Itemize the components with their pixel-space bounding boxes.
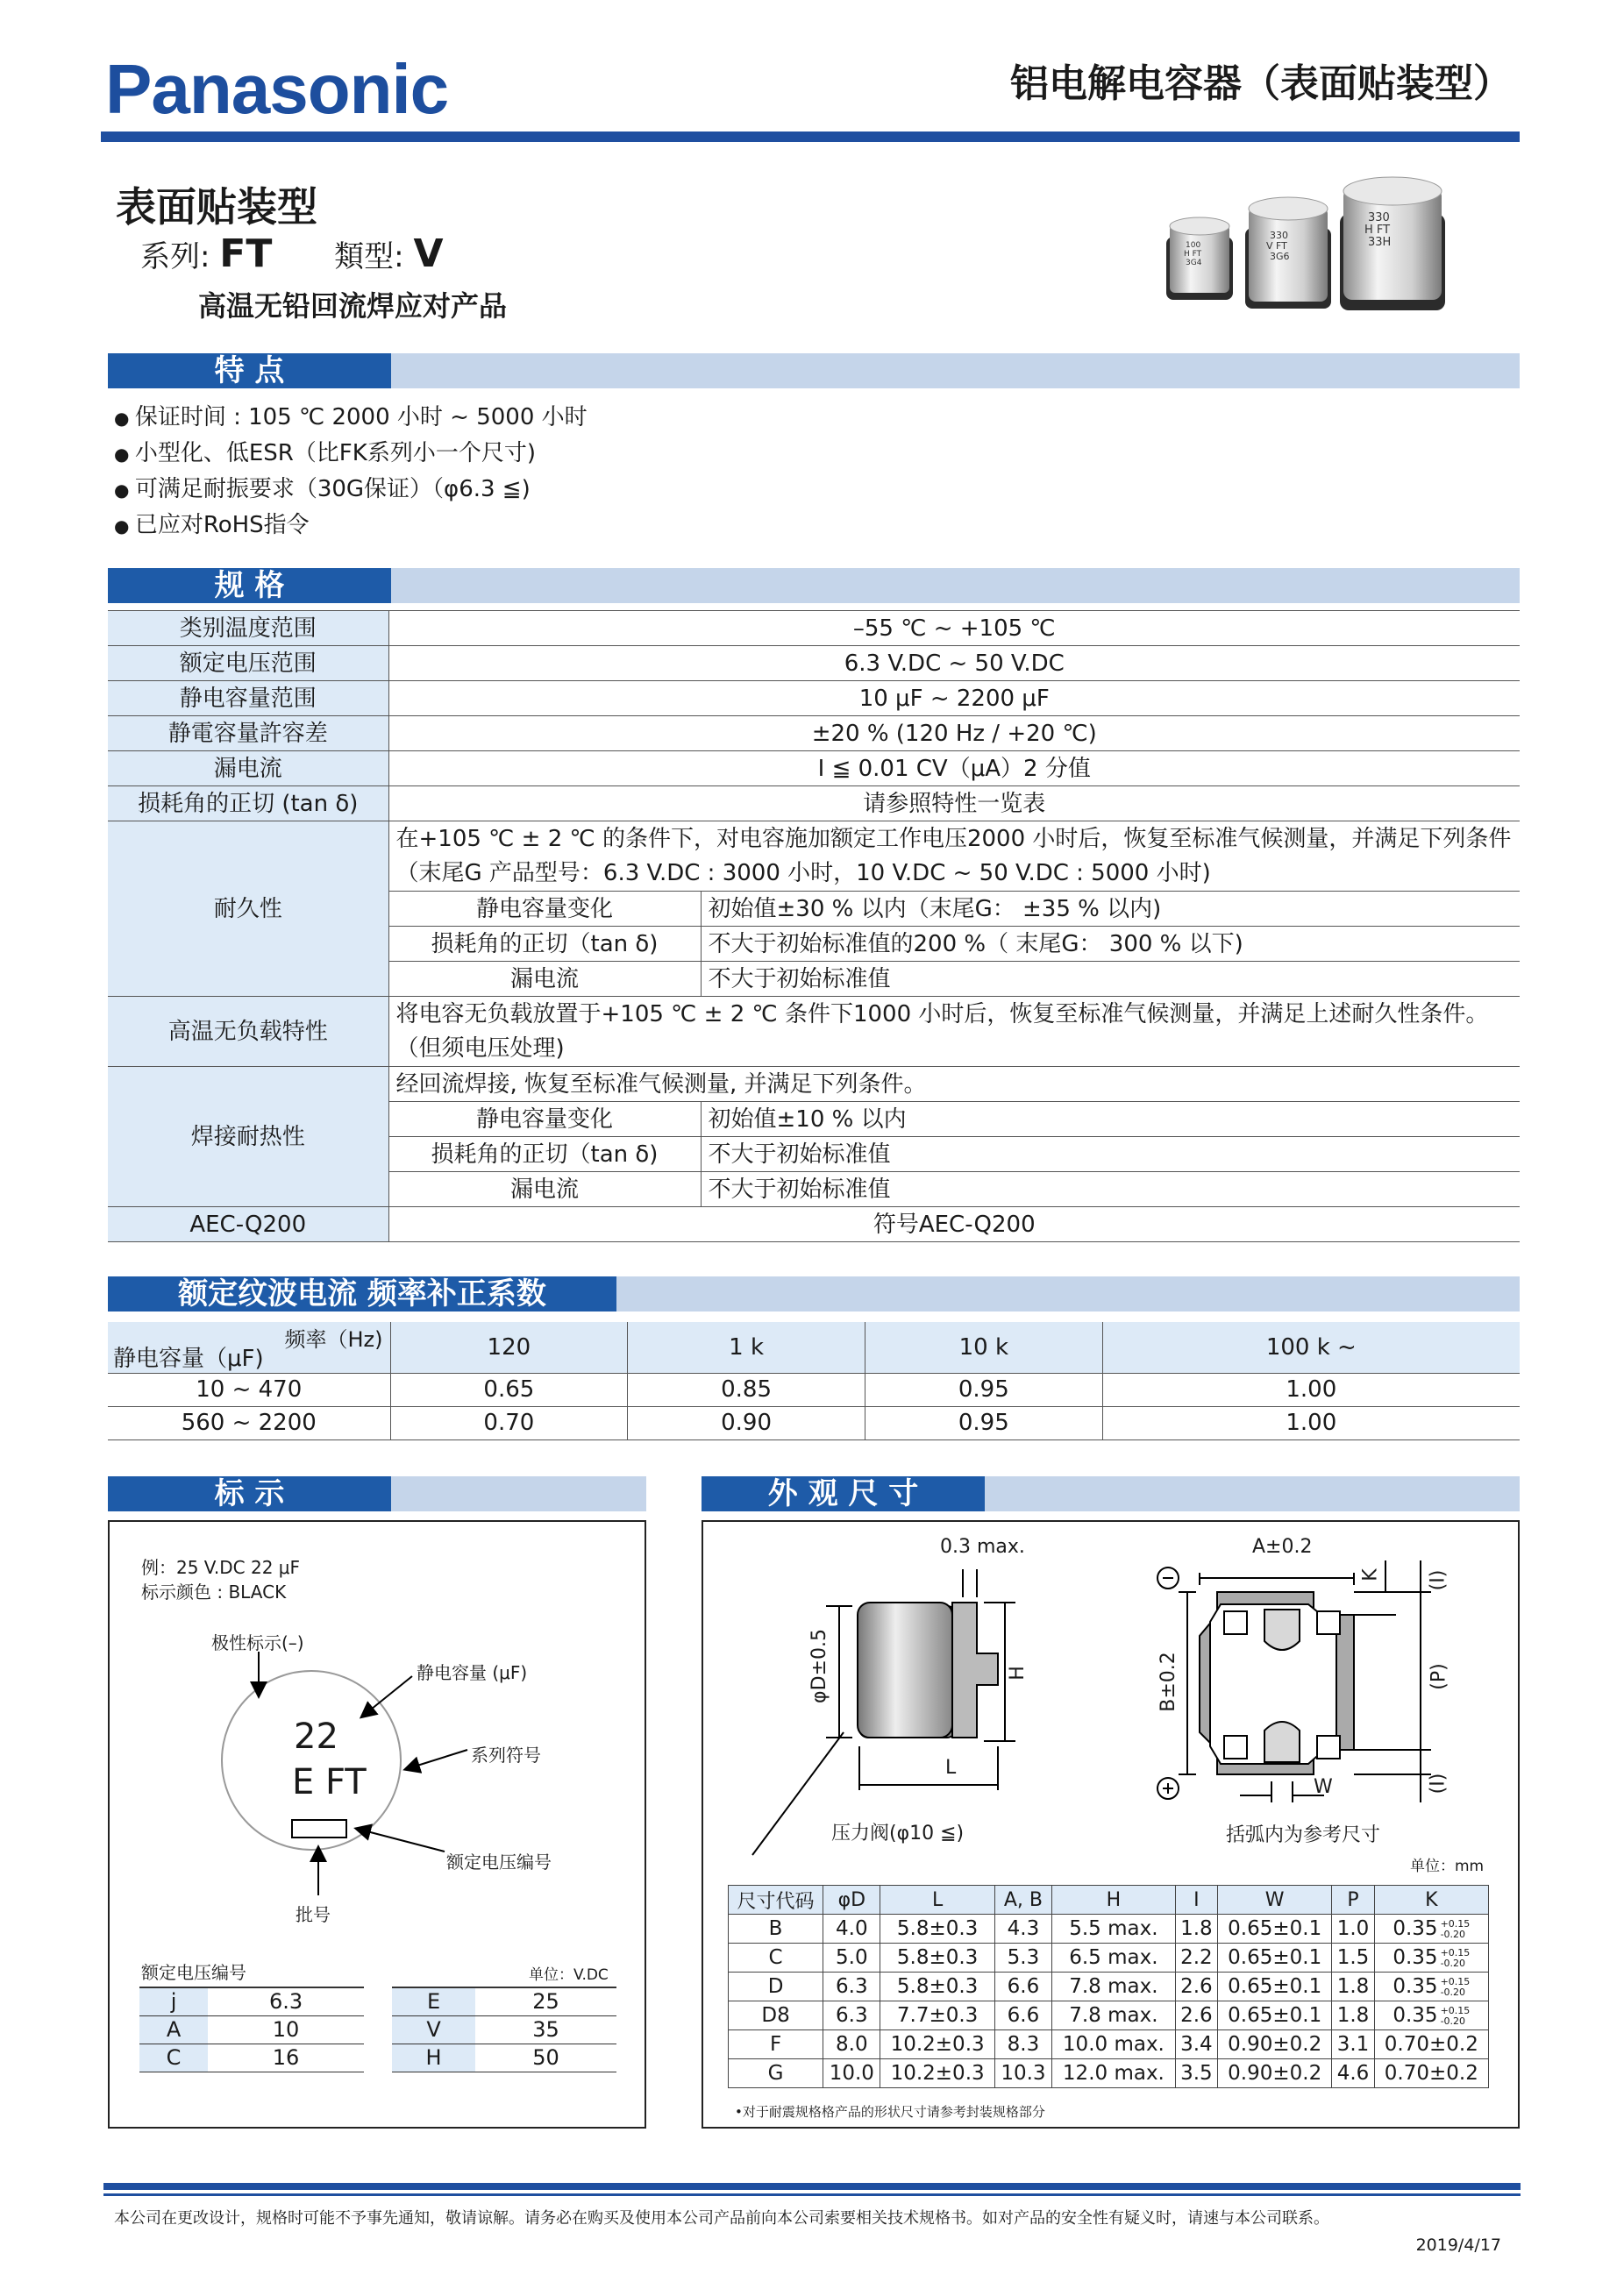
coef-cell: 0.95 xyxy=(865,1373,1102,1406)
table-cell: 0.65±0.1 xyxy=(1218,1915,1332,1944)
spec-value: I ≦ 0.01 CV（μA）2 分值 xyxy=(388,751,1520,786)
dim-label-I-top: (I) xyxy=(1427,1569,1449,1591)
spec-label: 漏电流 xyxy=(108,751,388,786)
col-header: 尺寸代码 xyxy=(729,1886,823,1915)
table-cell: 12.0 max. xyxy=(1052,2059,1176,2088)
product-photo xyxy=(1157,175,1526,316)
dim-label-P: (P) xyxy=(1428,1663,1450,1690)
freq-header: 100 k ~ xyxy=(1102,1322,1520,1373)
series-code-label: 系列符号 xyxy=(471,1745,541,1766)
table-cell: 5.8±0.3 xyxy=(880,1915,994,1944)
code-cell: C xyxy=(139,2044,208,2072)
table-cell: 10.0 max. xyxy=(1052,2030,1176,2059)
panasonic-logo: Panasonic xyxy=(105,50,449,128)
vent-label: 压力阀(φ10 ≦) xyxy=(831,1823,965,1845)
svg-text:330: 330 xyxy=(1368,211,1390,224)
ripple-header xyxy=(108,1276,1520,1311)
table-cell: C xyxy=(729,1944,823,1973)
spec-text: 在+105 ℃ ± 2 ℃ 的条件下，对电容施加额定工作电压2000 小时后，恢复至标准气候测量，并满足下列条件 xyxy=(388,821,1520,857)
polarity-label: 极性标示(–) xyxy=(211,1632,304,1653)
table-row xyxy=(729,1973,1489,2001)
spec-label: 静电容量范围 xyxy=(108,681,388,716)
type-label: 類型: xyxy=(334,239,404,274)
table-cell: 8.3 xyxy=(994,2030,1051,2059)
page-subtitle: 高温无铅回流焊应对产品 xyxy=(198,289,508,323)
dim-label-phiD: φD±0.5 xyxy=(808,1629,830,1703)
marking-title: 标 示 xyxy=(108,1476,391,1511)
spec-value: ±20 % (120 Hz / +20 ℃) xyxy=(388,716,1520,751)
svg-text:V FT: V FT xyxy=(1266,240,1287,252)
sub-label: 静电容量变化 xyxy=(388,1102,701,1137)
table-cell: 7.8 max. xyxy=(1052,1973,1176,2001)
code-cell: E xyxy=(392,1987,475,2015)
table-cell: 0.65±0.1 xyxy=(1218,2001,1332,2030)
table-cell: 0.70±0.2 xyxy=(1374,2030,1488,2059)
feature-item: ● 已应对RoHS指令 xyxy=(114,508,588,544)
table-cell: 0.65±0.1 xyxy=(1218,1973,1332,2001)
volt-cell: 50 xyxy=(475,2044,616,2072)
table-cell: 10.2±0.3 xyxy=(880,2030,994,2059)
spec-value: 请参照特性一览表 xyxy=(388,786,1520,821)
freq-axis-label: 频率（Hz) xyxy=(284,1327,383,1352)
col-header: H xyxy=(1052,1886,1176,1915)
sub-value: 初始值±10 % 以内 xyxy=(701,1102,1520,1137)
series-label: 系列: xyxy=(140,239,210,274)
dim-label-0.3max: 0.3 max. xyxy=(940,1536,1025,1558)
marking-header xyxy=(108,1476,646,1511)
marking-example: 例：25 V.DC 22 μF xyxy=(141,1557,301,1578)
code-cell: A xyxy=(139,2015,208,2044)
table-cell: 5.8±0.3 xyxy=(880,1973,994,2001)
lot-label: 批号 xyxy=(296,1904,331,1925)
feature-item: ● 保证时间 : 105 ℃ 2000 小时 ~ 5000 小时 xyxy=(114,400,588,436)
spec-label: 损耗角的正切 (tan δ) xyxy=(108,786,388,821)
dim-label-K: K xyxy=(1359,1568,1382,1582)
page-title: 表面贴装型 xyxy=(116,183,317,231)
freq-header: 120 xyxy=(390,1322,628,1373)
col-header: L xyxy=(880,1886,994,1915)
table-cell: 2.6 xyxy=(1175,1973,1217,2001)
table-cell: 7.7±0.3 xyxy=(880,2001,994,2030)
marking-box xyxy=(108,1520,646,2129)
table-cell: 3.4 xyxy=(1175,2030,1217,2059)
table-cell: 0.35 +0.15 -0.20 xyxy=(1374,2001,1488,2030)
table-cell: 10.2±0.3 xyxy=(880,2059,994,2088)
spec-label: 静電容量許容差 xyxy=(108,716,388,751)
sub-label: 损耗角的正切（tan δ) xyxy=(388,1137,701,1172)
code-unit: 单位：V.DC xyxy=(529,1966,609,1984)
document-title: 铝电解电容器（表面贴装型） xyxy=(1010,61,1512,106)
header-bar xyxy=(101,132,1520,142)
spec-value: 6.3 V.DC ~ 50 V.DC xyxy=(388,646,1520,681)
marking-series-text: E FT xyxy=(292,1762,367,1802)
table-cell: 1.8 xyxy=(1332,2001,1374,2030)
spec-text: （末尾G 产品型号：6.3 V.DC : 3000 小时，10 V.DC ~ 50 V.DC : 5000 小时) xyxy=(388,857,1520,892)
spec-label: 焊接耐热性 xyxy=(108,1067,388,1207)
cap-range: 560 ~ 2200 xyxy=(108,1406,390,1439)
footer-date: 2019/4/17 xyxy=(1415,2236,1501,2255)
features-title: 特 点 xyxy=(108,353,391,388)
col-header: A, B xyxy=(994,1886,1051,1915)
table-cell: 0.70±0.2 xyxy=(1374,2059,1488,2088)
reference-note: 括弧内为参考尺寸 xyxy=(1226,1824,1381,1846)
features-header xyxy=(108,353,1520,388)
spec-label: AEC-Q200 xyxy=(108,1207,388,1242)
spec-label: 耐久性 xyxy=(108,821,388,997)
sub-label: 漏电流 xyxy=(388,1172,701,1207)
svg-text:100: 100 xyxy=(1186,241,1201,250)
table-cell: 1.8 xyxy=(1175,1915,1217,1944)
table-cell: 6.6 xyxy=(994,2001,1051,2030)
coef-cell: 0.85 xyxy=(628,1373,865,1406)
sub-value: 不大于初始标准值 xyxy=(701,1172,1520,1207)
code-cell: H xyxy=(392,2044,475,2072)
table-cell: 1.0 xyxy=(1332,1915,1374,1944)
table-row xyxy=(729,2059,1489,2088)
table-cell: 6.6 xyxy=(994,1973,1051,2001)
freq-header: 10 k xyxy=(865,1322,1102,1373)
volt-cell: 6.3 xyxy=(208,1987,364,2015)
table-cell: 2.6 xyxy=(1175,2001,1217,2030)
table-cell: D xyxy=(729,1973,823,2001)
volt-cell: 25 xyxy=(475,1987,616,2015)
sub-label: 漏电流 xyxy=(388,962,701,997)
table-cell: 0.35 +0.15 -0.20 xyxy=(1374,1944,1488,1973)
voltage-code-table-right xyxy=(392,1987,616,2072)
table-cell: 0.35 +0.15 -0.20 xyxy=(1374,1915,1488,1944)
feature-item: ● 可满足耐振要求（30G保证）（φ6.3 ≦) xyxy=(114,472,588,508)
dimensions-header xyxy=(702,1476,1520,1511)
footer-bar-thin xyxy=(103,2193,1521,2196)
table-cell: 4.0 xyxy=(823,1915,880,1944)
table-row xyxy=(108,1373,1520,1406)
table-cell: 1.5 xyxy=(1332,1944,1374,1973)
cap-label: 静电容量 (μF) xyxy=(417,1662,528,1683)
table-cell: 6.5 max. xyxy=(1052,1944,1176,1973)
marking-color: 标示颜色 : BLACK xyxy=(141,1582,287,1603)
coef-cell: 0.70 xyxy=(390,1406,628,1439)
table-cell: 10.0 xyxy=(823,2059,880,2088)
col-header: W xyxy=(1218,1886,1332,1915)
svg-text:3G4: 3G4 xyxy=(1186,259,1202,267)
ripple-corner-cell xyxy=(108,1322,390,1373)
dim-label-B: B±0.2 xyxy=(1157,1652,1179,1712)
ripple-table xyxy=(108,1322,1520,1440)
dims-unit: 单位：mm xyxy=(1410,1858,1485,1875)
table-cell: 5.0 xyxy=(823,1944,880,1973)
specs-table xyxy=(108,610,1520,1242)
feature-item: ● 小型化、低ESR（比FK系列小一个尺寸) xyxy=(114,436,588,472)
table-cell: 4.3 xyxy=(994,1915,1051,1944)
table-cell: D8 xyxy=(729,2001,823,2030)
table-cell: 3.5 xyxy=(1175,2059,1217,2088)
code-cell: j xyxy=(139,1987,208,2015)
table-cell: 0.90±0.2 xyxy=(1218,2030,1332,2059)
table-cell: 5.3 xyxy=(994,1944,1051,1973)
type-value: V xyxy=(413,231,444,276)
volt-cell: 16 xyxy=(208,2044,364,2072)
dimensions-title: 外 观 尺 寸 xyxy=(702,1476,985,1511)
table-row xyxy=(729,1944,1489,1973)
spec-label: 额定电压范围 xyxy=(108,646,388,681)
svg-text:33H: 33H xyxy=(1368,236,1392,249)
sub-value: 不大于初始标准值的200 %（ 末尾G： 300 % 以下) xyxy=(701,927,1520,962)
dim-label-W: W xyxy=(1314,1776,1333,1798)
footer-notice: 本公司在更改设计，规格时可能不予事先通知，敬请谅解。请务必在购买及使用本公司产品前向本公司索要相关技术规格书。如对产品的安全性有疑义时，请速与本公司联系。 xyxy=(114,2209,1329,2228)
table-cell: 0.65±0.1 xyxy=(1218,1944,1332,1973)
coef-cell: 0.90 xyxy=(628,1406,865,1439)
marking-cap-text: 22 xyxy=(294,1717,338,1757)
code-table-title: 额定电压编号 xyxy=(141,1962,246,1983)
table-cell: F xyxy=(729,2030,823,2059)
table-cell: 6.3 xyxy=(823,2001,880,2030)
voltage-code-label: 额定电压编号 xyxy=(446,1852,552,1873)
specs-header xyxy=(108,568,1520,603)
sub-label: 损耗角的正切（tan δ) xyxy=(388,927,701,962)
dims-footnote: •对于耐震规格格产品的形状尺寸请参考封装规格部分 xyxy=(735,2104,1045,2120)
spec-text: 将电容无负载放置于+105 ℃ ± 2 ℃ 条件下1000 小时后，恢复至标准气候测量，并满足上述耐久性条件。 xyxy=(388,997,1520,1032)
sub-label: 静电容量变化 xyxy=(388,892,701,927)
table-cell: 4.6 xyxy=(1332,2059,1374,2088)
table-cell: 1.8 xyxy=(1332,1973,1374,2001)
svg-text:H FT: H FT xyxy=(1364,224,1391,237)
cap-range: 10 ~ 470 xyxy=(108,1373,390,1406)
table-header-row xyxy=(729,1886,1489,1915)
coef-cell: 1.00 xyxy=(1102,1406,1520,1439)
svg-text:H FT: H FT xyxy=(1184,250,1202,259)
table-cell: 7.8 max. xyxy=(1052,2001,1176,2030)
spec-value: 符号AEC-Q200 xyxy=(388,1207,1520,1242)
col-header: K xyxy=(1374,1886,1488,1915)
specs-title: 规 格 xyxy=(108,568,391,603)
coef-cell: 0.95 xyxy=(865,1406,1102,1439)
col-header: P xyxy=(1332,1886,1374,1915)
series-line xyxy=(140,231,496,276)
code-cell: V xyxy=(392,2015,475,2044)
table-cell: G xyxy=(729,2059,823,2088)
volt-cell: 35 xyxy=(475,2015,616,2044)
sub-value: 初始值±30 % 以内（末尾G： ±35 % 以内) xyxy=(701,892,1520,927)
spec-text: 经回流焊接, 恢复至标准气候测量, 并满足下列条件。 xyxy=(388,1067,1520,1102)
ripple-title: 额定纹波电流 频率补正系数 xyxy=(108,1276,616,1311)
table-row xyxy=(729,1915,1489,1944)
spec-text: （但须电压处理) xyxy=(388,1032,1520,1067)
table-cell: 5.8±0.3 xyxy=(880,1944,994,1973)
spec-value: –55 ℃ ~ +105 ℃ xyxy=(388,611,1520,646)
table-cell: 2.2 xyxy=(1175,1944,1217,1973)
features-list xyxy=(114,400,588,544)
volt-cell: 10 xyxy=(208,2015,364,2044)
dim-label-L: L xyxy=(945,1757,957,1779)
dimensions-table xyxy=(728,1885,1489,2088)
table-cell: B xyxy=(729,1915,823,1944)
series-value: FT xyxy=(219,231,273,276)
coef-cell: 0.65 xyxy=(390,1373,628,1406)
cap-axis-label: 静电容量（μF) xyxy=(113,1345,264,1372)
col-header: I xyxy=(1175,1886,1217,1915)
footer-bar xyxy=(103,2183,1521,2190)
table-cell: 10.3 xyxy=(994,2059,1051,2088)
spec-value: 10 μF ~ 2200 μF xyxy=(388,681,1520,716)
spec-label: 类别温度范围 xyxy=(108,611,388,646)
dim-label-A: A±0.2 xyxy=(1252,1536,1313,1558)
freq-header: 1 k xyxy=(628,1322,865,1373)
table-cell: 8.0 xyxy=(823,2030,880,2059)
sub-value: 不大于初始标准值 xyxy=(701,962,1520,997)
table-row xyxy=(729,2001,1489,2030)
spec-label: 高温无负载特性 xyxy=(108,997,388,1067)
table-cell: 6.3 xyxy=(823,1973,880,2001)
table-row xyxy=(729,2030,1489,2059)
dim-label-H: H xyxy=(1006,1666,1029,1681)
dim-label-I-bottom: (I) xyxy=(1427,1773,1449,1795)
table-cell: 0.90±0.2 xyxy=(1218,2059,1332,2088)
table-row xyxy=(108,1406,1520,1439)
col-header: φD xyxy=(823,1886,880,1915)
sub-value: 不大于初始标准值 xyxy=(701,1137,1520,1172)
coef-cell: 1.00 xyxy=(1102,1373,1520,1406)
voltage-code-table-left xyxy=(139,1987,364,2072)
marking-diagram xyxy=(110,1522,645,1943)
table-cell: 0.35 +0.15 -0.20 xyxy=(1374,1973,1488,2001)
svg-text:330: 330 xyxy=(1270,230,1288,241)
table-cell: 5.5 max. xyxy=(1052,1915,1176,1944)
table-cell: 3.1 xyxy=(1332,2030,1374,2059)
svg-text:3G6: 3G6 xyxy=(1270,251,1290,262)
